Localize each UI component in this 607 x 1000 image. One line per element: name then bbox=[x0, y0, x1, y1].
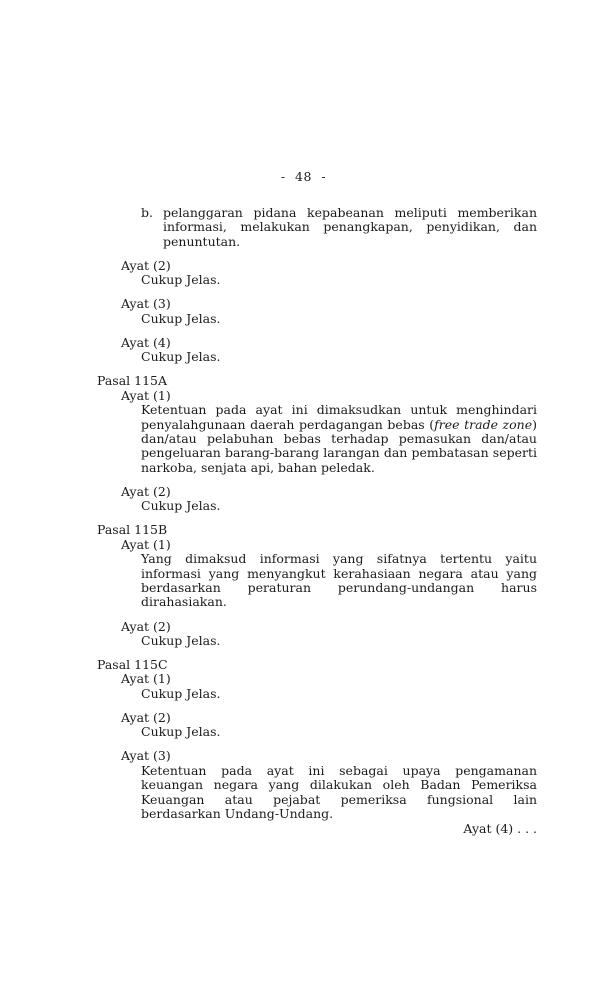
pasal-title: Pasal 115C bbox=[97, 657, 168, 673]
ayat-body: Cukup Jelas. bbox=[141, 685, 221, 701]
ayat-3-block bbox=[97, 297, 537, 326]
page-number: - 48 - bbox=[280, 169, 327, 184]
ayat-label: Ayat (3) bbox=[121, 748, 171, 764]
pasal-title: Pasal 115A bbox=[97, 373, 168, 389]
ayat-label: Ayat (2) bbox=[121, 257, 171, 273]
ayat-2-block bbox=[97, 259, 537, 288]
pasal-115a-ayat-2-block bbox=[97, 485, 537, 514]
ayat-body: Cukup Jelas. bbox=[141, 632, 221, 648]
pasal-115b-ayat-2-block bbox=[97, 620, 537, 649]
page-content bbox=[97, 206, 537, 831]
ayat-label: Ayat (1) bbox=[121, 387, 171, 403]
ayat-body: Cukup Jelas. bbox=[141, 498, 221, 514]
list-item-text: pelanggaran pidana kepabeanan meliputi memberikan informasi, melakukan penangkapan, penyidikan, dan penuntutan. bbox=[163, 205, 537, 249]
ayat-4-block bbox=[97, 336, 537, 365]
pasal-115c-ayat-2-block bbox=[97, 711, 537, 740]
italic-phrase: free trade zone bbox=[434, 416, 533, 432]
catchword: Ayat (4) . . . bbox=[463, 821, 537, 836]
ayat-body bbox=[141, 403, 537, 475]
ayat-body: Cukup Jelas. bbox=[141, 349, 221, 365]
pasal-115a-block bbox=[97, 374, 537, 475]
pasal-115b-block bbox=[97, 523, 537, 609]
ayat-label: Ayat (2) bbox=[121, 483, 171, 499]
ayat-text-before-italic: Ketentuan pada ayat ini dimaksudkan untuk menghindari penyalahgunaan daerah perdagangan bebas ( bbox=[141, 402, 537, 432]
ayat-label: Ayat (4) bbox=[121, 334, 171, 350]
pasal-115c-ayat-3-block bbox=[97, 749, 537, 821]
ayat-body: Cukup Jelas. bbox=[141, 724, 221, 740]
ayat-label: Ayat (1) bbox=[121, 671, 171, 687]
ayat-label: Ayat (2) bbox=[121, 618, 171, 634]
ayat-text-after-italic: ) dan/atau pelabuhan bebas terhadap pemasukan dan/atau pengeluaran barang-barang larangan dan pembatasan seperti narkoba, senjata api, bahan peledak. bbox=[141, 416, 537, 475]
list-item-marker: b. bbox=[141, 205, 153, 220]
pasal-title: Pasal 115B bbox=[97, 522, 168, 538]
ayat-body: Yang dimaksud informasi yang sifatnya tertentu yaitu informasi yang menyangkut kerahasiaan negara atau yang berdasarkan peraturan perundang-undangan harus dirahasiakan. bbox=[141, 551, 537, 610]
ayat-body: Ketentuan pada ayat ini sebagai upaya pengamanan keuangan negara yang dilakukan oleh Badan Pemeriksa Keuangan atau pejabat pemeriksa fungsional lain berdasarkan Undang-Undang. bbox=[141, 762, 537, 822]
list-item-b-block bbox=[97, 206, 537, 249]
pasal-115c-block bbox=[97, 658, 537, 701]
ayat-label: Ayat (3) bbox=[121, 296, 171, 312]
ayat-body: Cukup Jelas. bbox=[141, 310, 221, 326]
ayat-label: Ayat (2) bbox=[121, 709, 171, 725]
list-item bbox=[141, 206, 537, 249]
ayat-label: Ayat (1) bbox=[121, 536, 171, 552]
ayat-body: Cukup Jelas. bbox=[141, 272, 221, 288]
